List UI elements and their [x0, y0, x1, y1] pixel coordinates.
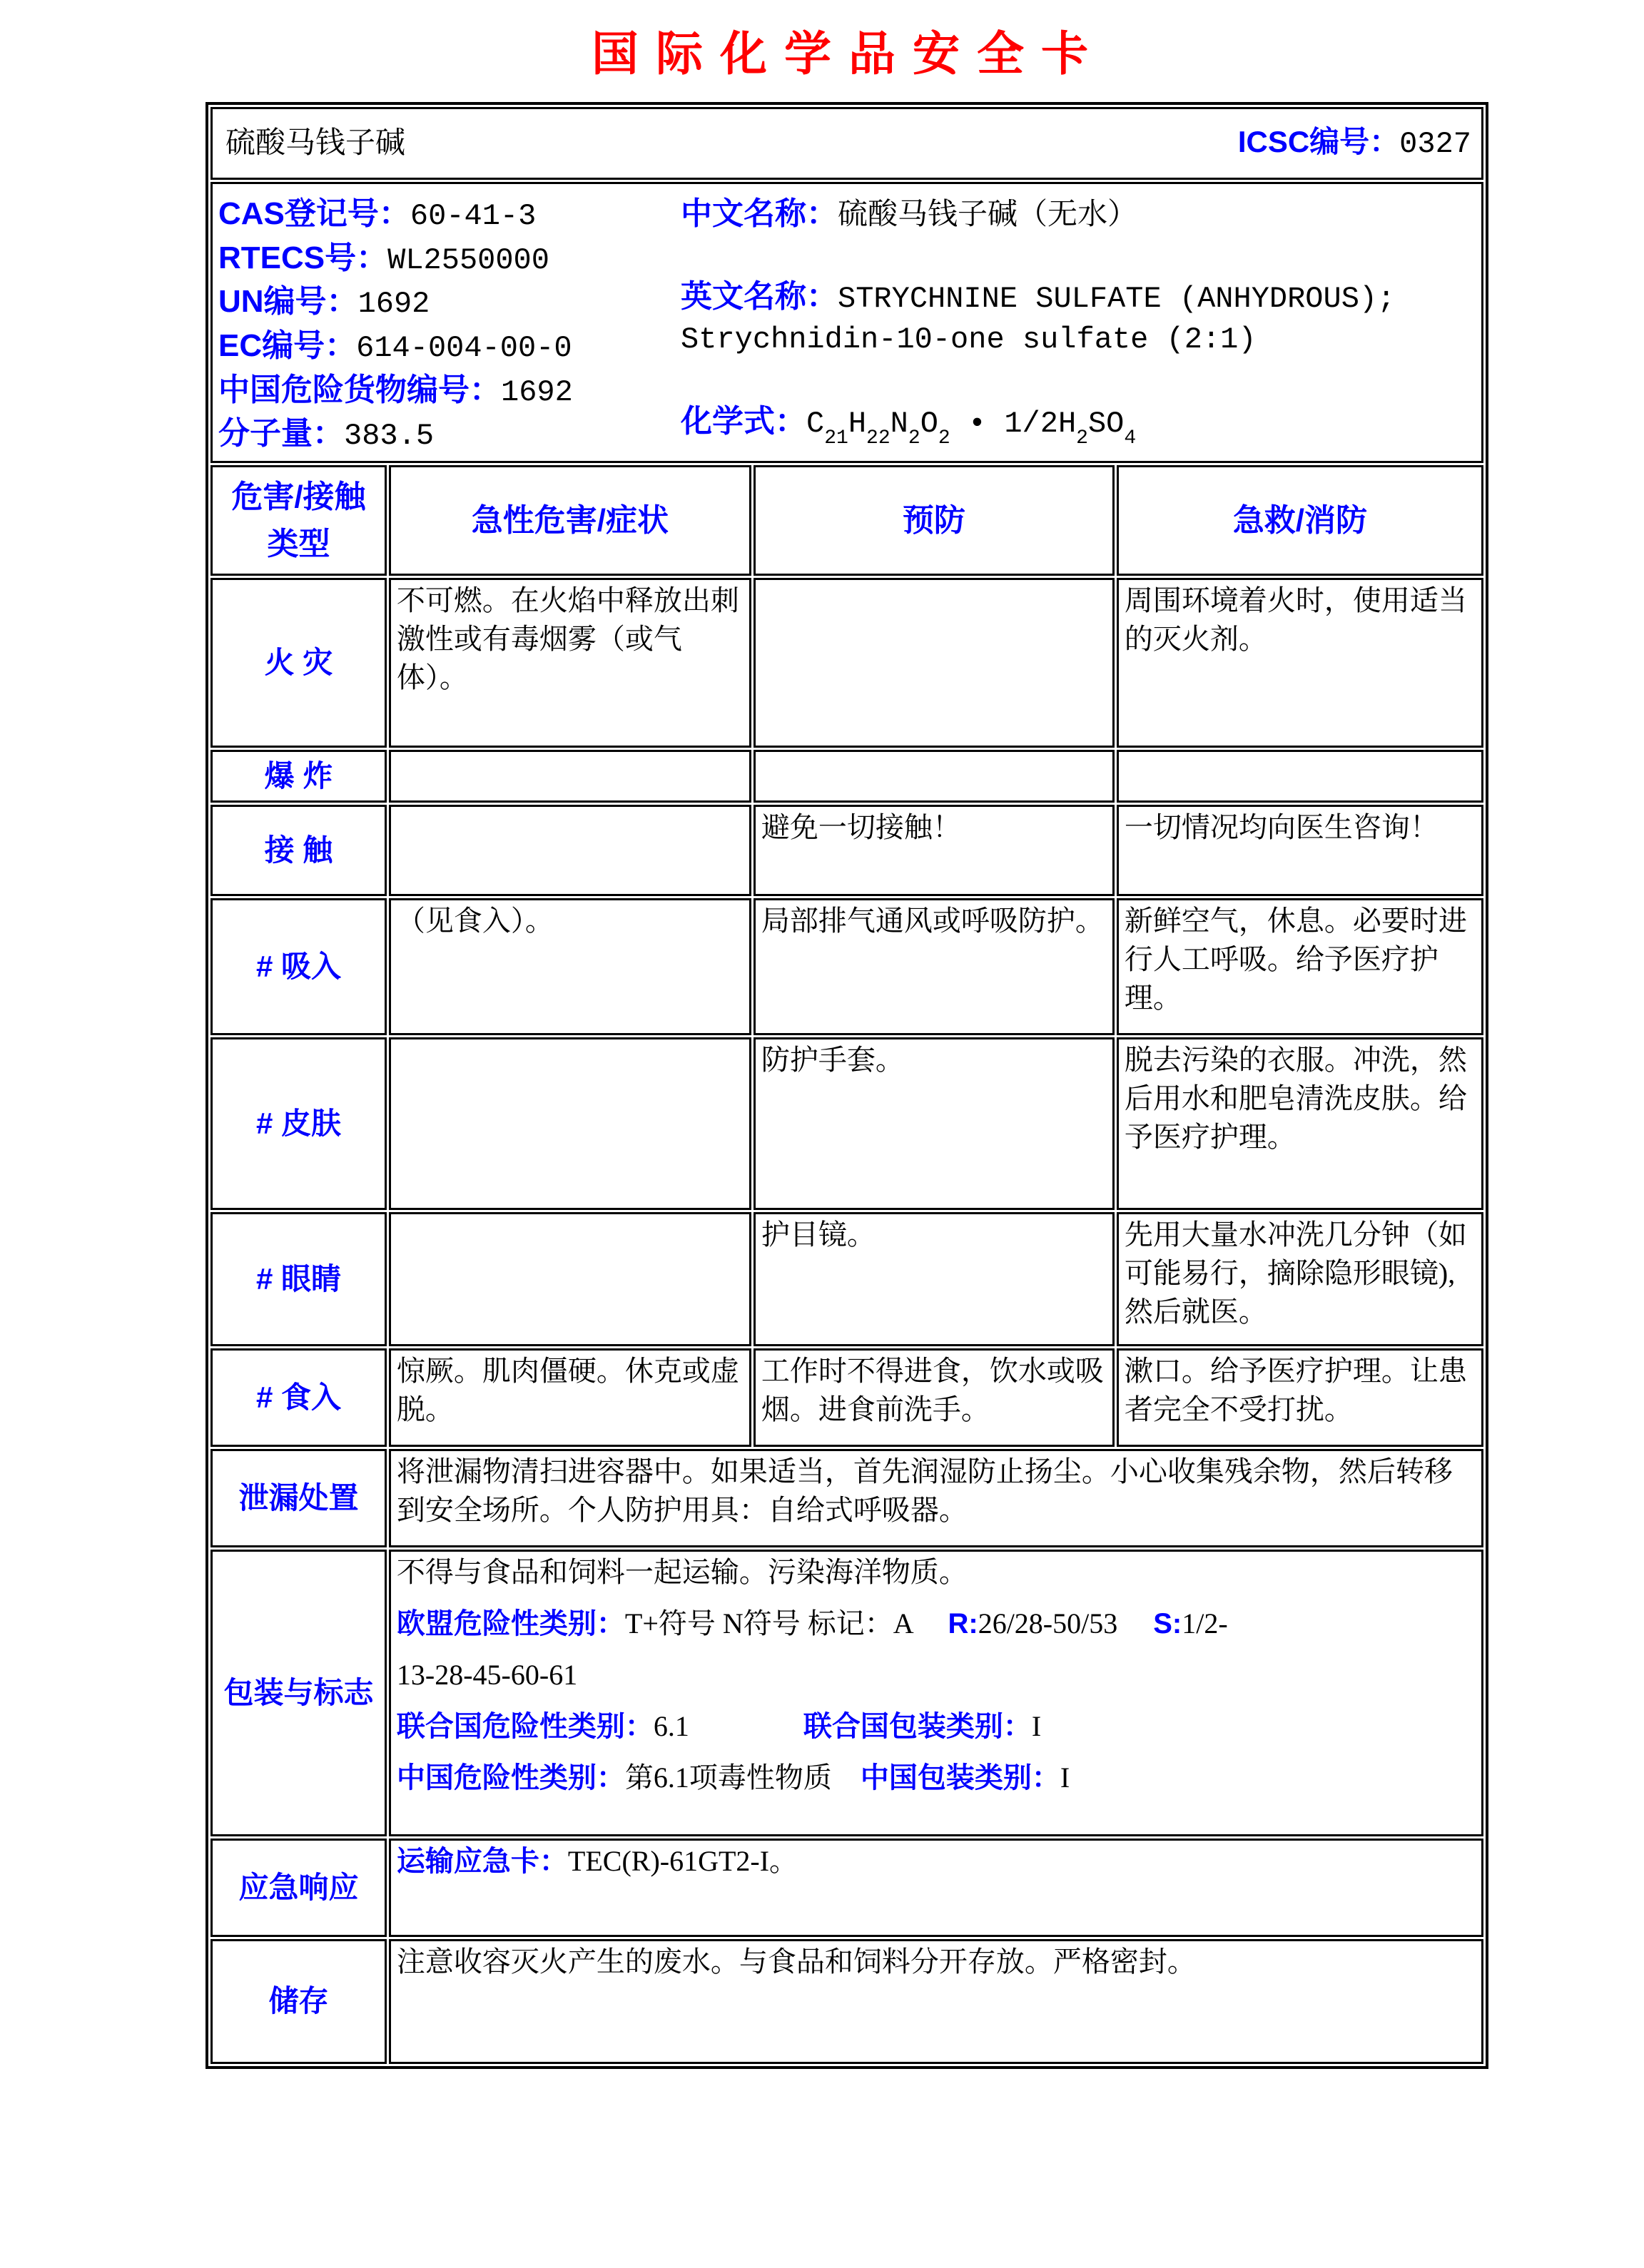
ec-value: 614-004-00-0 [356, 331, 572, 366]
row-explosion [210, 750, 1483, 803]
field-value: I [1060, 1761, 1070, 1794]
packaging-line [397, 1605, 1476, 1643]
row-storage [210, 1939, 1483, 2064]
english-name-line1 [681, 275, 1476, 320]
english-name-label: 英文名称： [681, 279, 838, 315]
field-label: 联合国危险性类别： [396, 1711, 654, 1742]
row-fire [210, 578, 1483, 748]
cas-value: 60-41-3 [410, 199, 537, 233]
substance-header [225, 122, 1471, 165]
inhalation-row-label: # 吸入 [210, 898, 387, 1035]
field-value: 6.1 [653, 1710, 803, 1742]
safety-card-table [206, 102, 1488, 2069]
icsc-value: 0327 [1399, 127, 1471, 162]
field-value: T+符号 N符号 标记：A [624, 1607, 948, 1639]
icsc-label: ICSC编号： [1237, 125, 1400, 159]
china-dg-value: 1692 [501, 375, 573, 410]
spill-row-label: 泄漏处置 [210, 1449, 387, 1547]
chinese-name-value: 硫酸马钱子碱（无水） [838, 198, 1138, 231]
row-emergency-response [210, 1839, 1483, 1937]
row-inhalation [210, 898, 1483, 1035]
row-exposure [210, 805, 1483, 896]
field-value: 不得与食品和饲料一起运输。污染海洋物质。 [396, 1556, 968, 1588]
field-value: I [1031, 1710, 1042, 1742]
skin-row-label: # 皮肤 [210, 1037, 387, 1210]
eyes-row-label: # 眼睛 [210, 1212, 387, 1346]
exposure-row-label: 接 触 [210, 805, 387, 896]
emergency-text-cell [389, 1839, 1483, 1937]
rtecs-label: RTECS号： [218, 240, 388, 275]
page-title: 国际化学品安全卡 [592, 27, 1105, 80]
explosion-first-aid-cell [1117, 750, 1483, 803]
fire-row-label: 火 灾 [210, 578, 387, 748]
skin-symptoms-cell [389, 1037, 751, 1210]
row-ingestion [210, 1348, 1483, 1447]
substance-name: 硫酸马钱子碱 [225, 126, 406, 160]
field-value: TEC(R)-61GT2-I。 [567, 1845, 798, 1877]
inhalation-first-aid-cell: 新鲜空气，休息。必要时进行人工呼吸。给予医疗护理。 [1117, 898, 1483, 1035]
emergency-row-label: 应急响应 [210, 1839, 387, 1937]
row-eyes [210, 1212, 1483, 1346]
fire-symptoms-cell: 不可燃。在火焰中释放出刺激性或有毒烟雾（或气体）。 [389, 578, 751, 748]
ingestion-first-aid-cell: 漱口。给予医疗护理。让患者完全不受打扰。 [1117, 1348, 1483, 1447]
safety-card-page [206, 0, 1491, 2069]
packaging-line [397, 1656, 1476, 1694]
identity-section [218, 193, 1476, 452]
name-formula-block [681, 193, 1476, 452]
eyes-symptoms-cell [389, 1212, 751, 1346]
molecular-weight-value: 383.5 [344, 419, 435, 454]
header-prevention: 预防 [754, 465, 1115, 576]
packaging-line [397, 1707, 1476, 1746]
row-packaging-labelling [210, 1550, 1483, 1836]
un-value: 1692 [357, 287, 430, 322]
field-value: 26/28-50/53 [978, 1607, 1154, 1639]
field-label: R: [948, 1608, 978, 1639]
icsc-number [1238, 122, 1471, 165]
field-label: 中国危险性类别： [396, 1762, 625, 1794]
identifier-list [218, 193, 681, 452]
packaging-line [397, 1759, 1476, 1797]
substance-header-cell [210, 107, 1483, 180]
explosion-prevention-cell [754, 750, 1115, 803]
explosion-row-label: 爆 炸 [210, 750, 387, 803]
formula-value: $C_{21}H_{22}N_2O_2$ • $1/2H_2SO_4$ [806, 407, 1137, 450]
exposure-first-aid-cell: 一切情况均向医生咨询！ [1117, 805, 1483, 896]
packaging-row-label: 包装与标志 [210, 1550, 387, 1836]
ec-number-line [218, 325, 681, 369]
english-name-block [681, 275, 1476, 360]
row-skin [210, 1037, 1483, 1210]
formula-line [681, 400, 1476, 452]
english-name-value2: Strychnidin-10-one sulfate (2:1) [681, 322, 1257, 357]
inhalation-symptoms-cell: （见食入）。 [389, 898, 751, 1035]
chinese-name-line [681, 193, 1476, 235]
eyes-first-aid-cell: 先用大量水冲洗几分钟（如可能易行，摘除隐形眼镜),然后就医。 [1117, 1212, 1483, 1346]
exposure-prevention-cell: 避免一切接触！ [754, 805, 1115, 896]
un-label: UN编号： [218, 284, 358, 320]
storage-row-label: 储存 [210, 1939, 387, 2064]
identity-section-cell [210, 182, 1483, 463]
ec-label: EC编号： [218, 328, 357, 364]
field-label: 欧盟危险性类别： [396, 1608, 625, 1639]
formula-label: 化学式： [681, 404, 806, 439]
field-value: 1/2- [1182, 1607, 1228, 1639]
rtecs-number-line [218, 237, 681, 281]
explosion-symptoms-cell [389, 750, 751, 803]
fire-first-aid-cell: 周围环境着火时，使用适当的灭火剂。 [1117, 578, 1483, 748]
skin-first-aid-cell: 脱去污染的衣服。冲洗，然后用水和肥皂清洗皮肤。给予医疗护理。 [1117, 1037, 1483, 1210]
inhalation-prevention-cell: 局部排气通风或呼吸防护。 [754, 898, 1115, 1035]
field-label: 联合国包装类别： [803, 1711, 1032, 1742]
storage-text-cell: 注意收容灭火产生的废水。与食品和饲料分开存放。严格密封。 [389, 1939, 1483, 2064]
ingestion-prevention-cell: 工作时不得进食，饮水或吸烟。进食前洗手。 [754, 1348, 1115, 1447]
field-label: S: [1153, 1608, 1182, 1639]
packaging-text-cell [389, 1550, 1483, 1836]
spill-text-cell: 将泄漏物清扫进容器中。如果适当，首先润湿防止扬尘。小心收集残余物，然后转移到安全场所。个人防护用具：自给式呼吸器。 [389, 1449, 1483, 1547]
un-number-line [218, 280, 681, 325]
eyes-prevention-cell: 护目镜。 [754, 1212, 1115, 1346]
field-label: 中国包装类别： [860, 1762, 1060, 1794]
field-value: 第6.1项毒性物质 [624, 1761, 861, 1794]
row-spill-disposal [210, 1449, 1483, 1547]
cas-label: CAS登记号： [218, 196, 410, 231]
header-acute-symptoms: 急性危害/症状 [389, 465, 751, 576]
rtecs-value: WL2550000 [387, 243, 549, 278]
ingestion-row-label: # 食入 [210, 1348, 387, 1447]
field-label: 运输应急卡： [396, 1846, 568, 1877]
chinese-name-label: 中文名称： [681, 196, 838, 231]
china-dg-number-line [218, 369, 681, 413]
cas-number-line [218, 193, 681, 237]
packaging-line [397, 1553, 1476, 1592]
fire-prevention-cell [754, 578, 1115, 748]
molecular-weight-line [218, 412, 681, 457]
field-value: 13-28-45-60-61 [396, 1659, 578, 1691]
header-first-aid: 急救/消防 [1117, 465, 1483, 576]
english-name-value1: STRYCHNINE SULFATE (ANHYDROUS); [838, 282, 1396, 317]
exposure-symptoms-cell [389, 805, 751, 896]
skin-prevention-cell: 防护手套。 [754, 1037, 1115, 1210]
molecular-weight-label: 分子量： [218, 416, 344, 452]
header-hazard-type: 危害/接触类型 [210, 465, 387, 576]
ingestion-symptoms-cell: 惊厥。肌肉僵硬。休克或虚脱。 [389, 1348, 751, 1447]
china-dg-label: 中国危险货物编号： [218, 372, 501, 407]
